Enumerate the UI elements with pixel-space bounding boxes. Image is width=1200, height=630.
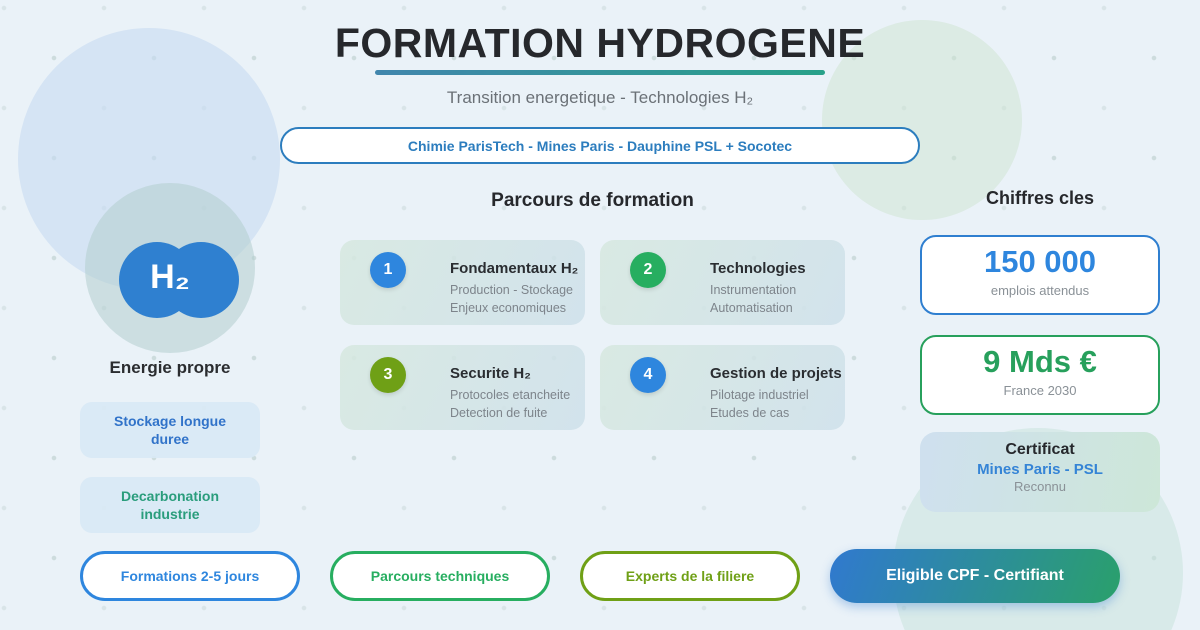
stat-label: emplois attendus: [990, 283, 1090, 299]
step-detail: Production - Stockage: [450, 283, 573, 297]
partners-badge: Chimie ParisTech - Mines Paris - Dauphine PSL + Socotec: [280, 127, 920, 164]
clean-energy-heading: Energie propre: [109, 358, 231, 377]
benefit-card-storage: Stockage longue duree: [80, 402, 260, 458]
step-card-4: [600, 345, 845, 430]
pill-duration[interactable]: Formations 2-5 jours: [80, 551, 300, 601]
training-path-heading: Parcours de formation: [491, 190, 694, 211]
step-number-badge: 4: [630, 357, 666, 393]
step-number-badge: 3: [370, 357, 406, 393]
step-card-3: [340, 345, 585, 430]
stat-value: 9 Mds €: [983, 344, 1097, 379]
step-title: Technologies: [710, 260, 806, 277]
step-card-2: [600, 240, 845, 325]
step-number-badge: 1: [370, 252, 406, 288]
step-number-badge: 2: [630, 252, 666, 288]
key-figures-heading: Chiffres cles: [985, 188, 1095, 208]
pill-industry-experts[interactable]: Experts de la filiere: [580, 551, 800, 601]
step-detail: Pilotage industriel: [710, 388, 809, 402]
stat-label: France 2030: [1003, 383, 1077, 399]
step-detail: Automatisation: [710, 301, 793, 316]
certificate-issuer: Mines Paris - PSL: [977, 461, 1103, 478]
pill-technical-paths[interactable]: Parcours techniques: [330, 551, 550, 601]
step-title: Securite H₂: [450, 365, 531, 382]
step-detail: Detection de fuite: [450, 406, 548, 421]
benefit-card-decarbonation: Decarbonation industrie: [80, 477, 260, 533]
step-title: Fondamentaux H₂: [450, 260, 579, 277]
page-title: FORMATION HYDROGENE: [334, 20, 866, 66]
title-underline: [375, 70, 825, 75]
certificate-note: Reconnu: [1013, 479, 1067, 494]
step-detail: Enjeux economiques: [450, 301, 567, 316]
cpf-eligible-button[interactable]: Eligible CPF - Certifiant: [830, 549, 1120, 603]
stat-value: 150 000: [983, 244, 1097, 279]
step-card-1: [340, 240, 585, 325]
certificate-title: Certificat: [1005, 441, 1075, 458]
certificate-card: [920, 432, 1160, 512]
stat-card-budget: [920, 335, 1160, 415]
step-text: [450, 252, 578, 317]
h2-molecule-label: H₂: [150, 258, 190, 296]
step-text: [710, 357, 842, 422]
step-detail: Instrumentation: [710, 283, 797, 297]
stat-card-jobs: [920, 235, 1160, 315]
step-detail: Etudes de cas: [710, 406, 790, 421]
step-detail: Protocoles etancheite: [450, 388, 571, 402]
step-text: [710, 252, 806, 317]
step-text: [450, 357, 570, 422]
page-subtitle: Transition energetique - Technologies H₂: [446, 88, 754, 107]
step-title: Gestion de projets: [710, 365, 842, 382]
